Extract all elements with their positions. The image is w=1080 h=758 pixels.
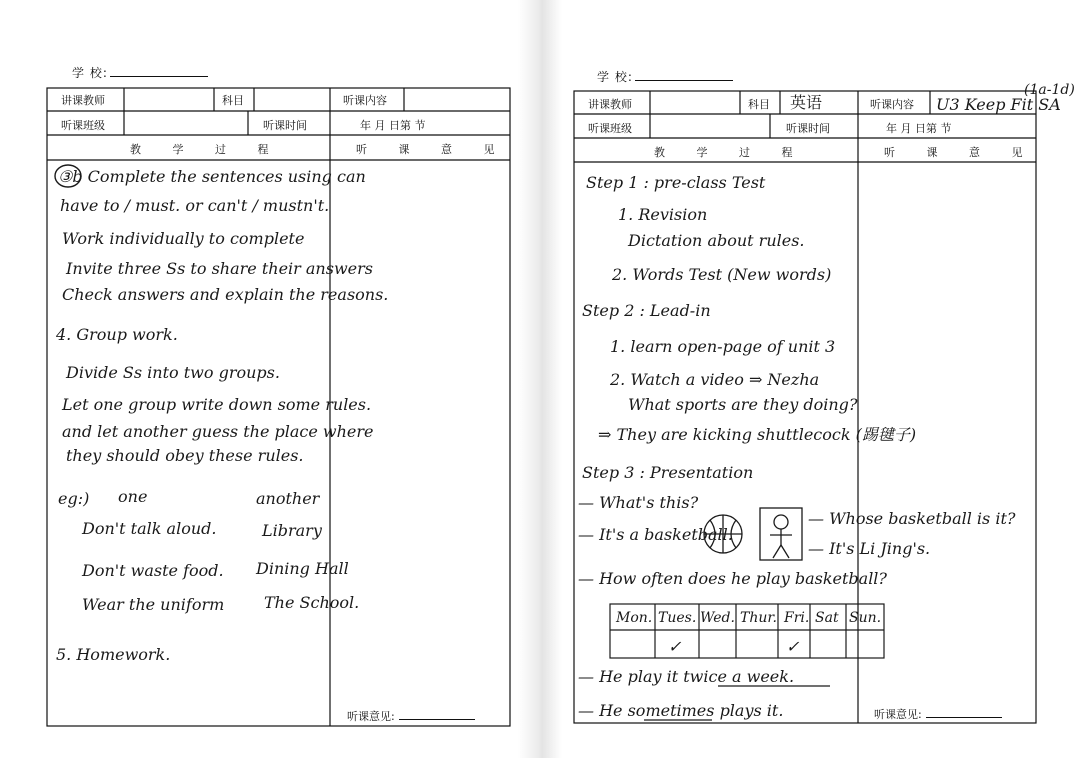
example-col-one: one bbox=[118, 487, 148, 506]
right-line-11: — What's this? bbox=[578, 493, 699, 512]
left-line-1: ③b Complete the sentences using can bbox=[58, 167, 366, 186]
right-line-14: — It's Li Jing's. bbox=[808, 539, 931, 558]
right-line-3: Dictation about rules. bbox=[628, 231, 805, 250]
school-label-right: 学 校: bbox=[597, 70, 633, 84]
opinion-header-right: 听 课 意 见 bbox=[884, 146, 1037, 159]
week-day-fri: Fri. bbox=[784, 610, 810, 626]
week-check-fri: ✓ bbox=[786, 637, 800, 656]
process-header: 教 学 过 程 bbox=[130, 143, 283, 156]
left-line-8: Let one group write down some rules. bbox=[62, 395, 372, 414]
content-note: (1a-1d) bbox=[1024, 82, 1075, 98]
right-line-10: Step 3 : Presentation bbox=[582, 463, 754, 482]
example-col-another: another bbox=[256, 489, 320, 508]
left-line-4: Invite three Ss to share their answers bbox=[66, 259, 373, 278]
week-day-wed: Wed. bbox=[700, 610, 735, 626]
school-label: 学 校: bbox=[72, 66, 108, 80]
right-line-1: Step 1 : pre-class Test bbox=[586, 173, 766, 192]
right-line-16: — He play it twice a week. bbox=[578, 667, 795, 686]
right-line-17: — He sometimes plays it. bbox=[578, 701, 784, 720]
time-label: 听课时间 bbox=[263, 119, 307, 132]
example-rule-3: Wear the uniform bbox=[82, 595, 225, 614]
subject-label-right: 科目 bbox=[748, 98, 770, 111]
example-label: eg:) bbox=[58, 489, 90, 508]
right-line-12: — It's a basketball. bbox=[578, 525, 733, 544]
bottom-opinion bbox=[347, 708, 475, 724]
right-sheet bbox=[540, 0, 1080, 758]
subject-value: 英语 bbox=[790, 93, 823, 112]
teacher-label: 讲课教师 bbox=[61, 94, 105, 107]
right-line-6: 1. learn open-page of unit 3 bbox=[610, 337, 836, 356]
left-line-2: have to / must. or can't / mustn't. bbox=[60, 196, 330, 215]
week-check-tues: ✓ bbox=[668, 637, 682, 656]
example-rule-1: Don't talk aloud. bbox=[82, 519, 217, 538]
left-line-7: Divide Ss into two groups. bbox=[66, 363, 280, 382]
week-day-mon: Mon. bbox=[616, 610, 653, 626]
teacher-label-right: 讲课教师 bbox=[588, 98, 632, 111]
bottom-opinion-label-right: 听课意见: bbox=[874, 708, 922, 721]
time-label-right: 听课时间 bbox=[786, 122, 830, 135]
basketball-drawing bbox=[704, 515, 742, 553]
content-label-right: 听课内容 bbox=[870, 98, 914, 111]
class-label-right: 听课班级 bbox=[588, 122, 632, 135]
class-label: 听课班级 bbox=[61, 119, 105, 132]
example-place-2: Dining Hall bbox=[256, 559, 349, 578]
content-value: U3 Keep Fit SA bbox=[936, 95, 1061, 114]
week-day-sun: Sun. bbox=[849, 610, 882, 626]
right-line-9: ⇒ They are kicking shuttlecock (踢毽子) bbox=[598, 425, 917, 444]
opinion-header: 听 课 意 见 bbox=[356, 143, 509, 156]
content-label: 听课内容 bbox=[343, 94, 387, 107]
left-line-5: Check answers and explain the reasons. bbox=[62, 285, 389, 304]
week-day-thur: Thur. bbox=[740, 610, 777, 626]
bottom-opinion-underline-right bbox=[926, 709, 1002, 718]
right-line-4: 2. Words Test (New words) bbox=[612, 265, 832, 284]
right-line-13: — Whose basketball is it? bbox=[808, 509, 1016, 528]
subject-label: 科目 bbox=[222, 94, 244, 107]
week-day-sat: Sat bbox=[815, 610, 839, 626]
bottom-opinion-right bbox=[874, 706, 1002, 722]
date-label: 年 月 日第 节 bbox=[360, 119, 426, 132]
right-line-5: Step 2 : Lead-in bbox=[582, 301, 711, 320]
homework-line: 5. Homework. bbox=[56, 645, 171, 664]
example-place-3: The School. bbox=[264, 593, 360, 612]
bottom-opinion-label: 听课意见: bbox=[347, 710, 395, 723]
process-header-right: 教 学 过 程 bbox=[654, 146, 807, 159]
example-place-1: Library bbox=[262, 521, 322, 540]
portrait-drawing bbox=[760, 508, 802, 560]
left-line-10: they should obey these rules. bbox=[66, 446, 304, 465]
right-form-grid bbox=[540, 0, 1080, 758]
week-day-tues: Tues. bbox=[658, 610, 697, 626]
right-line-8: What sports are they doing? bbox=[628, 395, 858, 414]
left-line-6: 4. Group work. bbox=[56, 325, 178, 344]
left-line-9: and let another guess the place where bbox=[62, 422, 374, 441]
right-line-2: 1. Revision bbox=[618, 205, 708, 224]
date-label-right: 年 月 日第 节 bbox=[886, 122, 952, 135]
left-line-3: Work individually to complete bbox=[62, 229, 305, 248]
right-line-7: 2. Watch a video ⇒ Nezha bbox=[610, 370, 820, 389]
bottom-opinion-underline bbox=[399, 711, 475, 720]
right-line-15: — How often does he play basketball? bbox=[578, 569, 887, 588]
example-rule-2: Don't waste food. bbox=[82, 561, 224, 580]
